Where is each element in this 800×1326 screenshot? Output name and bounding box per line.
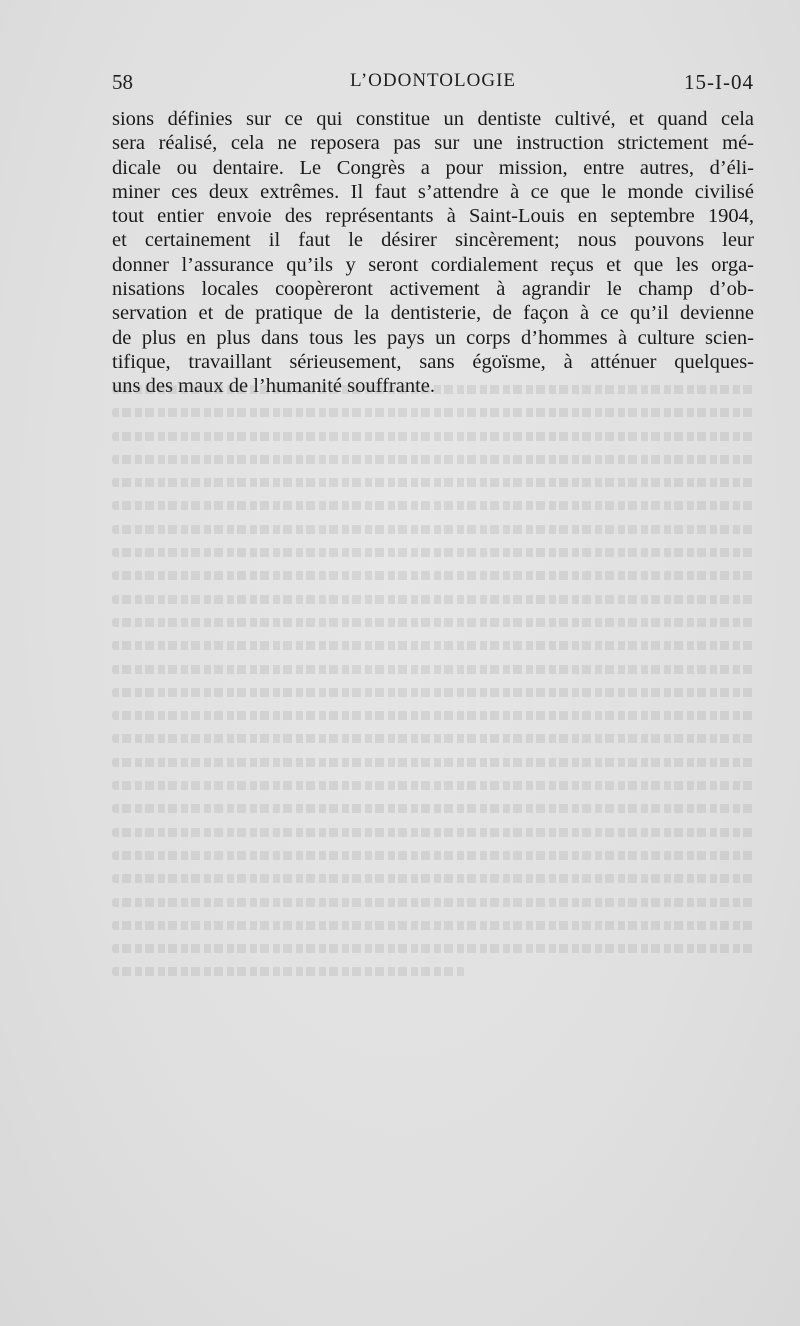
ghost-line <box>112 734 754 743</box>
ghost-line <box>112 571 754 580</box>
text-line: sions définies sur ce qui constitue un dentiste cultivé, et quand cela <box>112 108 754 130</box>
ghost-line <box>112 828 754 837</box>
issue-date: 15-I-04 <box>684 70 754 94</box>
text-line: sera réalisé, cela ne reposera pas sur une instruction strictement mé- <box>112 132 754 155</box>
ghost-line <box>112 432 754 441</box>
text-line: et certainement il faut le désirer sincèrement; nous pouvons leur <box>112 229 754 252</box>
ghost-line <box>112 758 754 767</box>
ghost-line <box>112 408 754 417</box>
text-line: tifique, travaillant sérieusement, sans égoïsme, à atténuer quelques- <box>112 350 754 373</box>
ghost-line <box>112 874 754 883</box>
ghost-line <box>112 595 754 604</box>
text-line: uns des maux de l’humanité souffrante. <box>112 375 435 398</box>
ghost-line <box>112 525 754 534</box>
ghost-line <box>112 618 754 627</box>
ghost-line <box>112 548 754 557</box>
text-line: miner ces deux extrêmes. Il faut s’attendre à ce que le monde civilisé <box>112 180 754 203</box>
ghost-line <box>112 921 754 930</box>
ghost-line <box>112 967 465 976</box>
text-line: donner l’assurance qu’ils y seront cordialement reçus et que les orga- <box>112 253 754 276</box>
page-header <box>112 70 754 98</box>
ghost-line <box>112 711 754 720</box>
ghost-line <box>112 781 754 790</box>
ghost-line <box>112 851 754 860</box>
ghost-line <box>112 455 754 464</box>
ghost-line <box>112 501 754 510</box>
text-line: tout entier envoie des représentants à Saint-Louis en septembre 1904, <box>112 205 754 228</box>
ghost-line <box>112 804 754 813</box>
ghost-line <box>112 898 754 907</box>
ghost-line <box>112 478 754 487</box>
page-number: 58 <box>112 70 133 94</box>
ghost-line <box>112 688 754 697</box>
text-line: nisations locales coopèreront activement à agrandir le champ d’ob- <box>112 278 754 301</box>
running-title: L’ODONTOLOGIE <box>349 70 517 91</box>
ghost-line <box>112 665 754 674</box>
text-line: dicale ou dentaire. Le Congrès a pour mission, entre autres, d’éli- <box>112 156 754 179</box>
ghost-line <box>112 944 754 953</box>
body-paragraph <box>112 107 754 399</box>
ghost-line <box>112 641 754 650</box>
text-line: servation et de pratique de la dentisterie, de façon à ce qu’il devienne <box>112 302 754 325</box>
reverse-side-bleed-through <box>112 385 754 1185</box>
text-line: de plus en plus dans tous les pays un corps d’hommes à culture scien- <box>112 326 754 349</box>
